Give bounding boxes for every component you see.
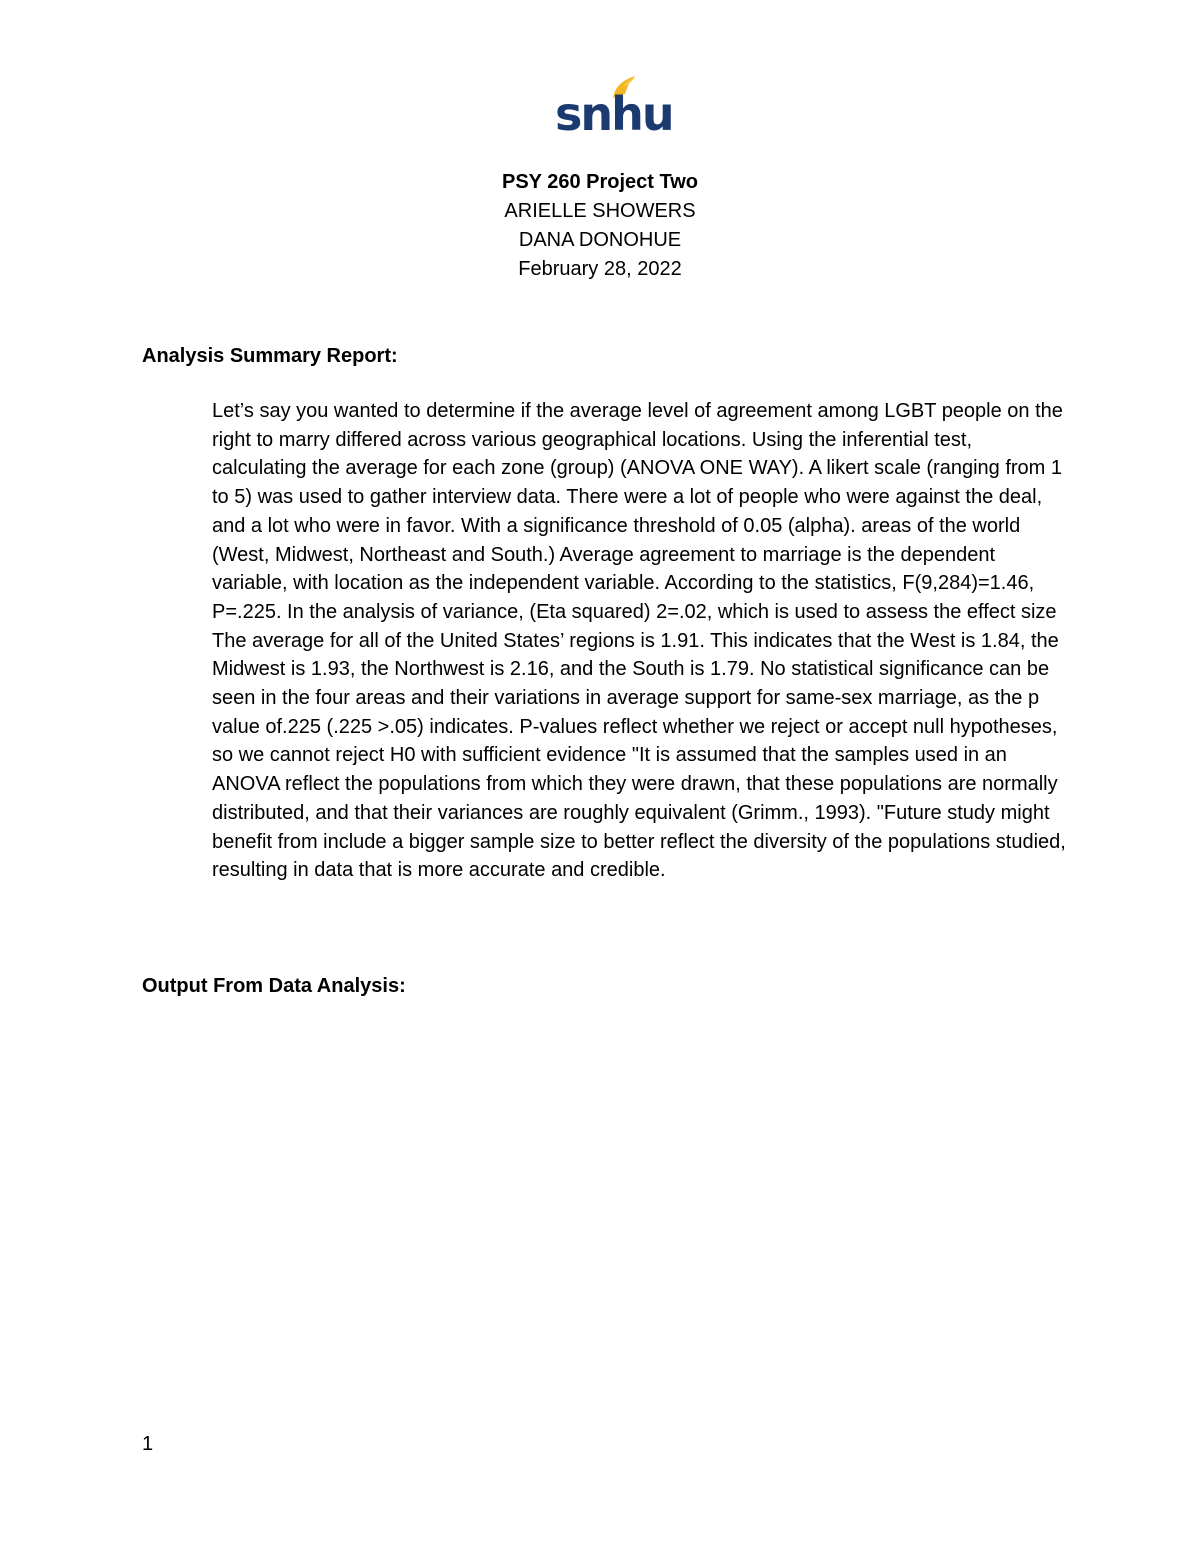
author-name-1: ARIELLE SHOWERS bbox=[504, 200, 696, 222]
snhu-logo bbox=[553, 72, 673, 141]
analysis-summary-heading: Analysis Summary Report: bbox=[142, 345, 398, 367]
page-number: 1 bbox=[142, 1433, 154, 1455]
document-date: February 28, 2022 bbox=[518, 258, 682, 280]
author-name-2: DANA DONOHUE bbox=[518, 229, 682, 251]
snhu-logo-text: snhu bbox=[555, 87, 673, 141]
document-title: PSY 260 Project Two bbox=[501, 171, 698, 193]
analysis-summary-paragraph: Let’s say you wanted to determine if the average level of agreement among LGBT people on the right to marry differed across various geographical locations. Using the inferential test, calculating the average for each zone (group) (ANOVA ONE WAY). A likert scale (ranging from 1 to 5) was used to gather interview data. There were a lot of people who were against the deal, and a lot who were in favor. With a significance threshold of 0.05 (alpha). areas of the world (West, Midwest, Northeast and South.) Average agreement to marriage is the dependent variable, with location as the independent variable. According to the statistics, F(9,284)=1.46, P=.225. In the analysis of variance, (Eta squared) 2=.02, which is used to assess the effect size The average for all of the United States’ regions is 1.91. This indicates that the West is 1.84, the Midwest is 1.93, the Northwest is 2.16, and the South is 1.79. No statistical significance can be seen in the four areas and their variations in average support for same-sex marriage, as the p value of.225 (.225 >.05) indicates. P-values reflect whether we reject or accept null hypotheses, so we cannot reject H0 with sufficient evidence "It is assumed that the samples used in an ANOVA reflect the populations from which they were drawn, that these populations are normally distributed, and that their variances are roughly equivalent (Grimm., 1993). "Future study might benefit from include a bigger sample size to better reflect the diversity of the populations studied, resulting in data that is more accurate and credible. bbox=[212, 400, 1066, 882]
title-block bbox=[0, 168, 1200, 284]
snhu-logo-graphic bbox=[553, 72, 673, 141]
output-heading: Output From Data Analysis: bbox=[142, 975, 406, 997]
